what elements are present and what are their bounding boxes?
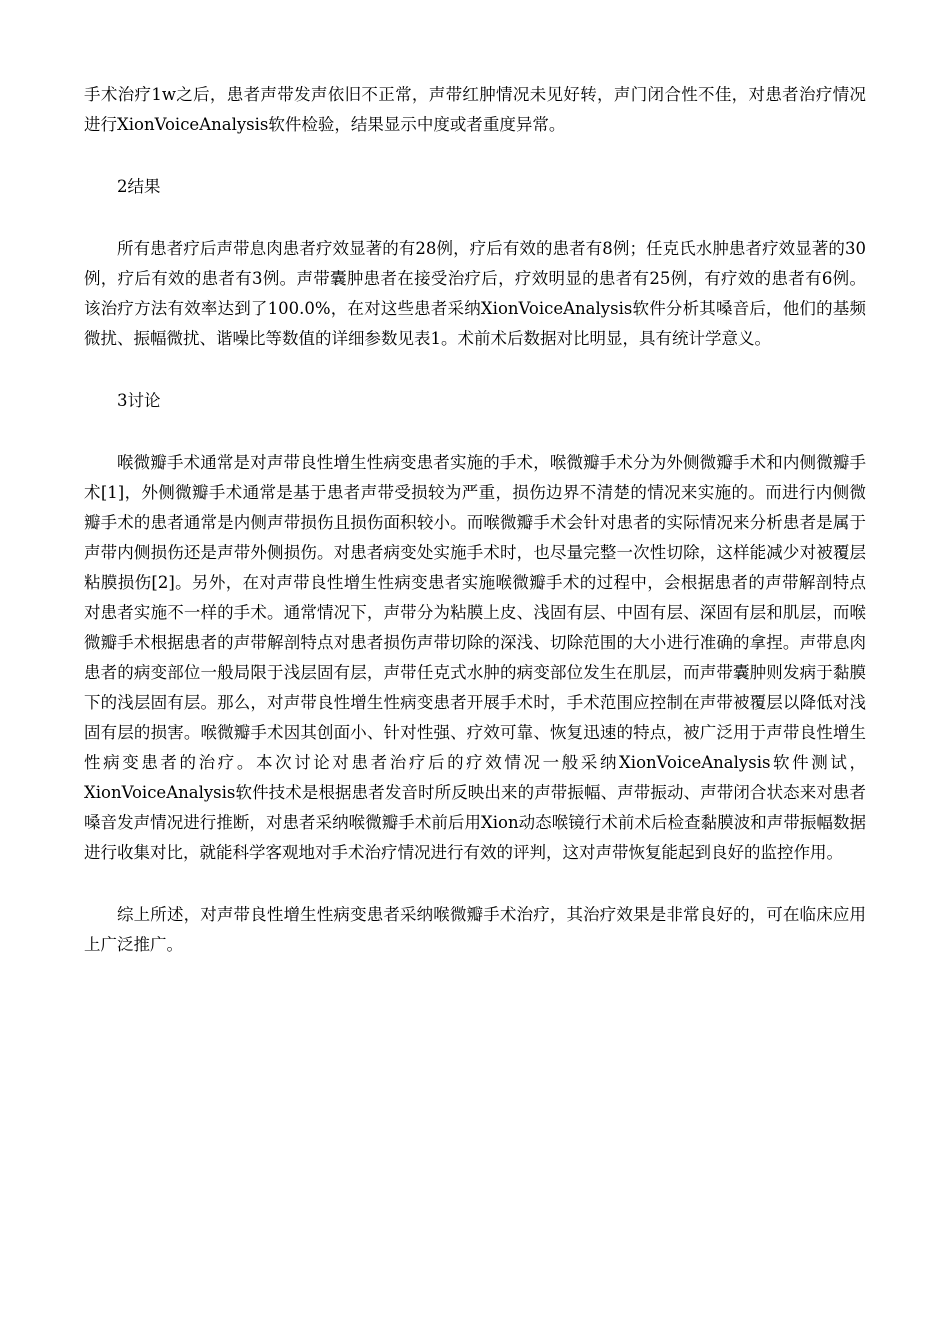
paragraph-conclusion: 综上所述，对声带良性增生性病变患者采纳喉微瓣手术治疗，其治疗效果是非常良好的，可在临床应用上广泛推广。: [84, 905, 866, 954]
paragraph-treatment-result: 手术治疗1w之后，患者声带发声依旧不正常，声带红肿情况未见好转，声门闭合性不佳，对患者治疗情况进行XionVoiceAnalysis软件检验，结果显示中度或者重度异常。: [84, 85, 866, 134]
paragraph-results: 所有患者疗后声带息肉患者疗效显著的有28例，疗后有效的患者有8例；任克氏水肿患者疗效显著的30例，疗后有效的患者有3例。声带囊肿患者在接受治疗后，疗效明显的患者有25例，有疗效的患者有6例。该治疗方法有效率达到了100.0%，在对这些患者采纳XionVoiceAnalysis软件分析其嗓音后，他们的基频微扰、振幅微扰、谐噪比等数值的详细参数见表1。术前术后数据对比明显，具有统计学意义。: [84, 239, 866, 348]
paragraph-discussion: 喉微瓣手术通常是对声带良性增生性病变患者实施的手术，喉微瓣手术分为外侧微瓣手术和内侧微瓣手术[1]，外侧微瓣手术通常是基于患者声带受损较为严重，损伤边界不清楚的情况来实施的。而进行内侧微瓣手术的患者通常是内侧声带损伤且损伤面积较小。而喉微瓣手术会针对患者的实际情况来分析患者是属于声带内侧损伤还是声带外侧损伤。对患者病变处实施手术时，也尽量完整一次性切除，这样能减少对被覆层粘膜损伤[2]。另外，在对声带良性增生性病变患者实施喉微瓣手术的过程中，会根据患者的声带解剖特点对患者实施不一样的手术。通常情况下，声带分为粘膜上皮、浅固有层、中固有层、深固有层和肌层，而喉微瓣手术根据患者的声带解剖特点对患者损伤声带切除的深浅、切除范围的大小进行准确的拿捏。声带息肉患者的病变部位一般局限于浅层固有层，声带任克式水肿的病变部位发生在肌层，而声带囊肿则发病于黏膜下的浅层固有层。那么，对声带良性增生性病变患者开展手术时，手术范围应控制在声带被覆层以降低对浅固有层的损害。喉微瓣手术因其创面小、针对性强、疗效可靠、恢复迅速的特点，被广泛用于声带良性增生性病变患者的治疗。本次讨论对患者治疗后的疗效情况一般采纳XionVoiceAnalysis软件测试，XionVoiceAnalysis软件技术是根据患者发音时所反映出来的声带振幅、声带振动、声带闭合状态来对患者嗓音发声情况进行推断，对患者采纳喉微瓣手术前后用Xion动态喉镜行术前术后检查黏膜波和声带振幅数据进行收集对比，就能科学客观地对手术治疗情况进行有效的评判，这对声带恢复能起到良好的监控作用。: [84, 453, 866, 862]
document-page: [84, 80, 866, 960]
section-heading-results: 2结果: [117, 177, 161, 196]
section-heading-discussion: 3讨论: [117, 391, 161, 410]
